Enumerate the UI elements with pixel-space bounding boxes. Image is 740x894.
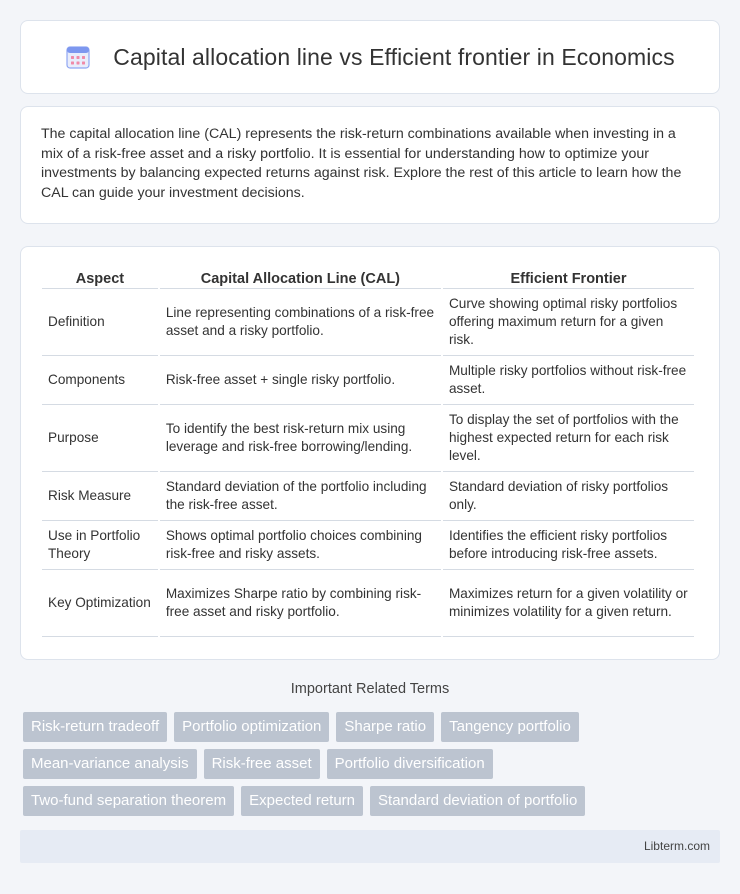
- tag-link[interactable]: Portfolio diversification: [327, 749, 493, 779]
- table-cell: Maximizes return for a given volatility or minimizes volatility for a given return.: [443, 570, 694, 637]
- tag-link[interactable]: Sharpe ratio: [336, 712, 434, 742]
- calendar-icon: [65, 44, 91, 70]
- column-header: Aspect: [42, 263, 158, 289]
- tag-link[interactable]: Portfolio optimization: [174, 712, 329, 742]
- table-row: [42, 472, 694, 521]
- table-row: [42, 356, 694, 405]
- intro-text: The capital allocation line (CAL) represents the risk-return combinations available when investing in a mix of a risk-free asset and a risky portfolio. It is essential for understanding how to optimize your investments by balancing expected returns against risk. Explore the rest of this article to learn how the CAL can guide your investment decisions.: [41, 126, 682, 201]
- table-row: [42, 521, 694, 570]
- table-cell: Risk-free asset + single risky portfolio.: [160, 356, 441, 405]
- table-cell: Maximizes Sharpe ratio by combining risk-free asset and risky portfolio.: [160, 570, 441, 637]
- page-title: Capital allocation line vs Efficient frontier in Economics: [113, 43, 675, 70]
- column-header: Efficient Frontier: [443, 263, 694, 289]
- table-cell: Risk Measure: [42, 472, 158, 521]
- table-cell: To display the set of portfolios with the highest expected return for each risk level.: [443, 405, 694, 472]
- tag-link[interactable]: Risk-return tradeoff: [23, 712, 167, 742]
- table-cell: Multiple risky portfolios without risk-free asset.: [443, 356, 694, 405]
- table-row: [42, 570, 694, 637]
- tag-link[interactable]: Standard deviation of portfolio: [370, 786, 585, 816]
- comparison-card: [20, 246, 720, 660]
- table-cell: Standard deviation of risky portfolios only.: [443, 472, 694, 521]
- related-terms-title: Important Related Terms: [290, 681, 450, 697]
- tag-link[interactable]: Two-fund separation theorem: [23, 786, 234, 816]
- tag-link[interactable]: Tangency portfolio: [441, 712, 579, 742]
- table-row: [42, 405, 694, 472]
- footer: [20, 830, 720, 863]
- table-cell: Shows optimal portfolio choices combining risk-free and risky assets.: [160, 521, 441, 570]
- tag-row: [23, 749, 723, 779]
- column-header: Capital Allocation Line (CAL): [160, 263, 441, 289]
- table-cell: To identify the best risk-return mix using leverage and risk-free borrowing/lending.: [160, 405, 441, 472]
- table-cell: Key Optimization: [42, 570, 158, 637]
- table-header-row: [42, 263, 694, 289]
- table-cell: Standard deviation of the portfolio including the risk-free asset.: [160, 472, 441, 521]
- header-card: [20, 20, 720, 94]
- comparison-table: [40, 263, 696, 637]
- table-cell: Purpose: [42, 405, 158, 472]
- table-cell: Identifies the efficient risky portfolios before introducing risk-free assets.: [443, 521, 694, 570]
- related-terms-list: [23, 712, 723, 823]
- table-cell: Definition: [42, 289, 158, 356]
- table-row: [42, 289, 694, 356]
- table-cell: Use in Portfolio Theory: [42, 521, 158, 570]
- tag-row: [23, 786, 723, 816]
- table-cell: Components: [42, 356, 158, 405]
- tag-link[interactable]: Risk-free asset: [204, 749, 320, 779]
- tag-link[interactable]: Expected return: [241, 786, 363, 816]
- table-cell: Curve showing optimal risky portfolios offering maximum return for a given risk.: [443, 289, 694, 356]
- intro-card: [20, 106, 720, 224]
- tag-row: [23, 712, 723, 742]
- tag-link[interactable]: Mean-variance analysis: [23, 749, 197, 779]
- footer-site-link[interactable]: Libterm.com: [643, 839, 710, 853]
- table-cell: Line representing combinations of a risk-free asset and a risky portfolio.: [160, 289, 441, 356]
